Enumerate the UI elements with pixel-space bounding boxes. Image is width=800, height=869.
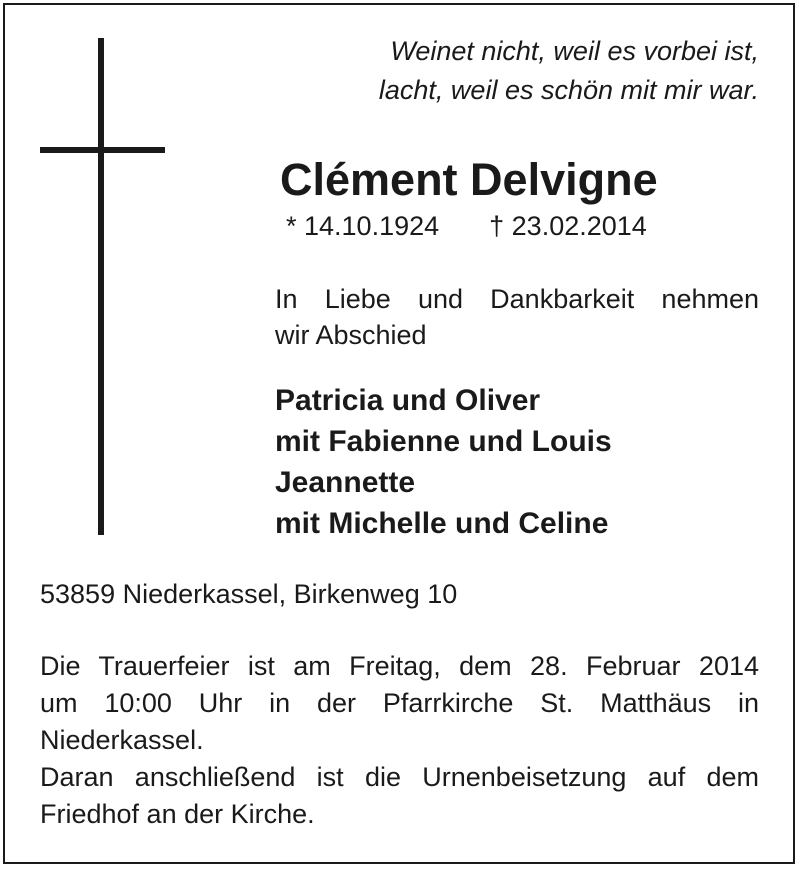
- mourner-line: Patricia und Oliver: [275, 384, 541, 417]
- motto-line: Weinet nicht, weil es vorbei ist,: [390, 36, 759, 66]
- service-line: Niederkassel.: [40, 725, 204, 755]
- service-line: Daran anschließend ist die Urnenbeisetzung auf dem: [40, 762, 759, 792]
- motto-quote: [300, 32, 759, 110]
- mourner-line: mit Fabienne und Louis: [275, 425, 612, 458]
- funeral-service-info: [40, 648, 759, 833]
- motto-line: lacht, weil es schön mit mir war.: [378, 75, 759, 105]
- mourner-line: Jeannette: [275, 466, 416, 499]
- farewell-line: In Liebe und Dankbarkeit nehmen: [275, 284, 759, 314]
- mourner-line: mit Michelle und Celine: [275, 507, 609, 540]
- mourners-list: [275, 380, 612, 544]
- life-dates: [286, 207, 647, 245]
- death-date: † 23.02.2014: [489, 211, 647, 241]
- farewell-line: wir Abschied: [275, 320, 427, 350]
- cross-vertical-bar: [98, 38, 104, 535]
- farewell-text: [275, 281, 759, 353]
- service-line: Friedhof an der Kirche.: [40, 799, 315, 829]
- service-line: um 10:00 Uhr in der Pfarrkirche St. Matthäus in: [40, 688, 759, 718]
- birth-date: * 14.10.1924: [286, 211, 440, 241]
- deceased-name: Clément Delvigne: [280, 154, 658, 205]
- service-line: Die Trauerfeier ist am Freitag, dem 28. Februar 2014: [40, 651, 759, 681]
- cross-horizontal-bar: [40, 147, 165, 153]
- mourning-address: 53859 Niederkassel, Birkenweg 10: [40, 579, 458, 609]
